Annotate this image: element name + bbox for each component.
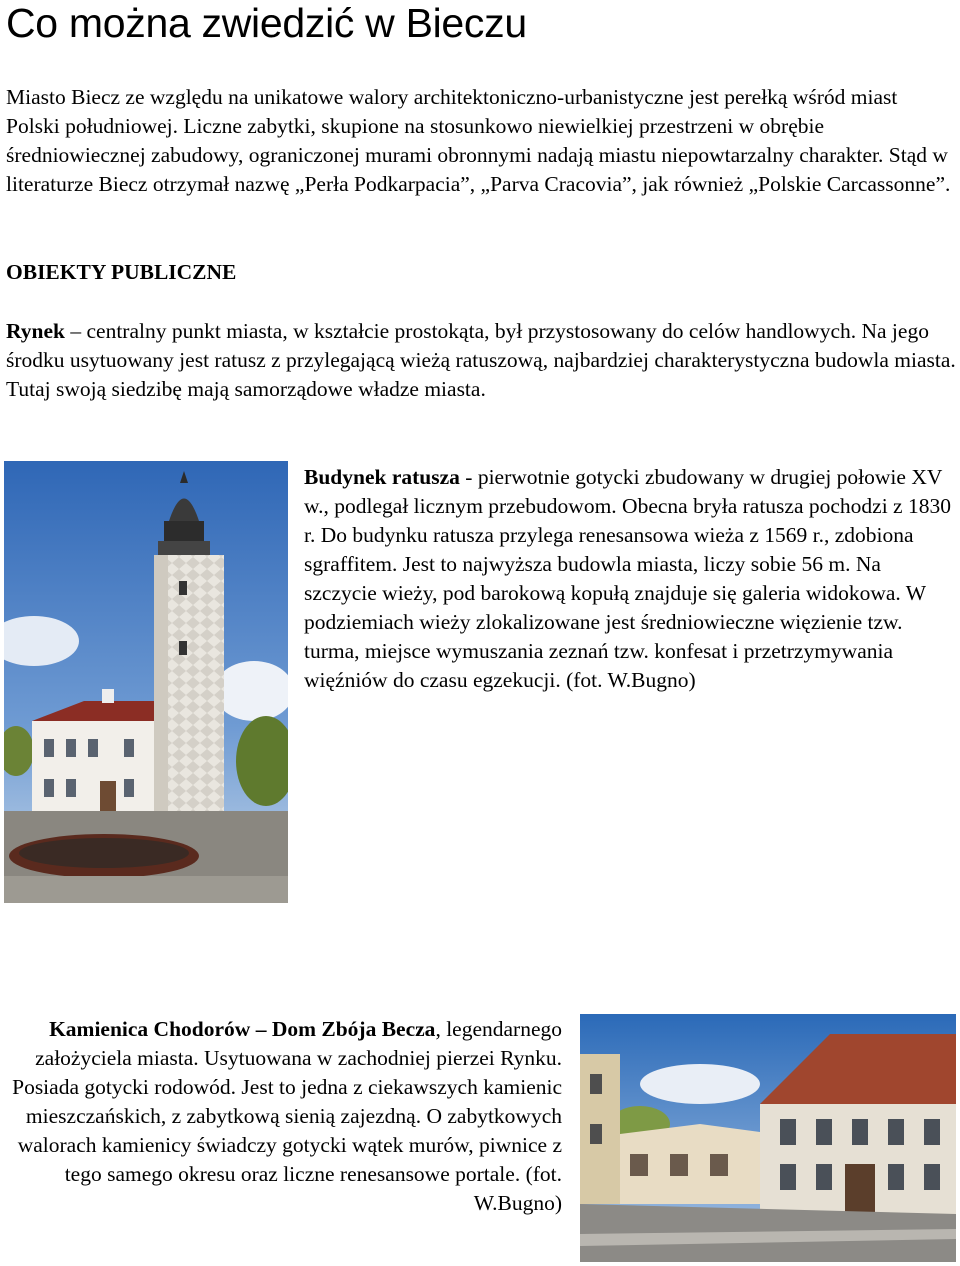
- tenement-photo: [580, 1014, 956, 1262]
- kamienica-paragraph: [4, 1015, 562, 1218]
- rynek-paragraph: [6, 317, 956, 404]
- ratusz-term: Budynek ratusza: [304, 465, 460, 489]
- intro-paragraph: Miasto Biecz ze względu na unikatowe walory architektoniczno-urbanistyczne jest perełką wśród miast Polski południowej. Liczne zabytki, skupione na stosunkowo niewielkiej przestrzeni w obrębie średniowiecznej zabudowy, ograniczonej murami obronnymi nadają miastu niepowtarzalny charakter. Stąd w literaturze Biecz otrzymał nazwę „Perła Podkarpacia”, „Parva Cracovia”, jak również „Polskie Carcassonne”.: [6, 85, 951, 196]
- page-title: Co można zwiedzić w Bieczu: [6, 0, 527, 46]
- rynek-term: Rynek: [6, 319, 65, 343]
- town-hall-photo: [4, 461, 288, 903]
- kamienica-term: Kamienica Chodorów – Dom Zbója Becza: [49, 1017, 436, 1041]
- ratusz-text: - pierwotnie gotycki zbudowany w drugiej połowie XV w., podlegał licznym przebudowom. Obecna bryła ratusza pochodzi z 1830 r. Do budynku ratusza przylega renesansowa wieża z 1569 r., zdobiona sgraffitem. Jest to najwyższa budowla miasta, liczy sobie 56 m. Na szczycie wieży, pod barokową kopułą znajduje się galeria widokowa. W podziemiach wieży zlokalizowane jest średniowieczne więzienie tzw. turma, miejsce wymuszania zeznań tzw. konfesat i przetrzymywania więźniów do czasu egzekucji. (fot. W.Bugno): [304, 465, 951, 692]
- section-heading: OBIEKTY PUBLICZNE: [6, 260, 237, 284]
- ratusz-paragraph: [304, 463, 956, 695]
- kamienica-text: , legendarnego założyciela miasta. Usytuowana w zachodniej pierzei Rynku. Posiada gotycki rodowód. Jest to jedna z ciekawszych kamienic mieszczańskich, z zabytkową sienią zajezdną. O zabytkowych walorach kamienicy świadczy gotycki wątek murów, piwnice z tego samego okresu oraz liczne renesansowe portale. (fot. W.Bugno): [12, 1017, 562, 1215]
- rynek-text: – centralny punkt miasta, w kształcie prostokąta, był przystosowany do celów handlowych. Na jego środku usytuowany jest ratusz z przylegającą wieżą ratuszową, najbardziej charakterystyczna budowla miasta. Tutaj swoją siedzibę mają samorządowe władze miasta.: [6, 319, 956, 401]
